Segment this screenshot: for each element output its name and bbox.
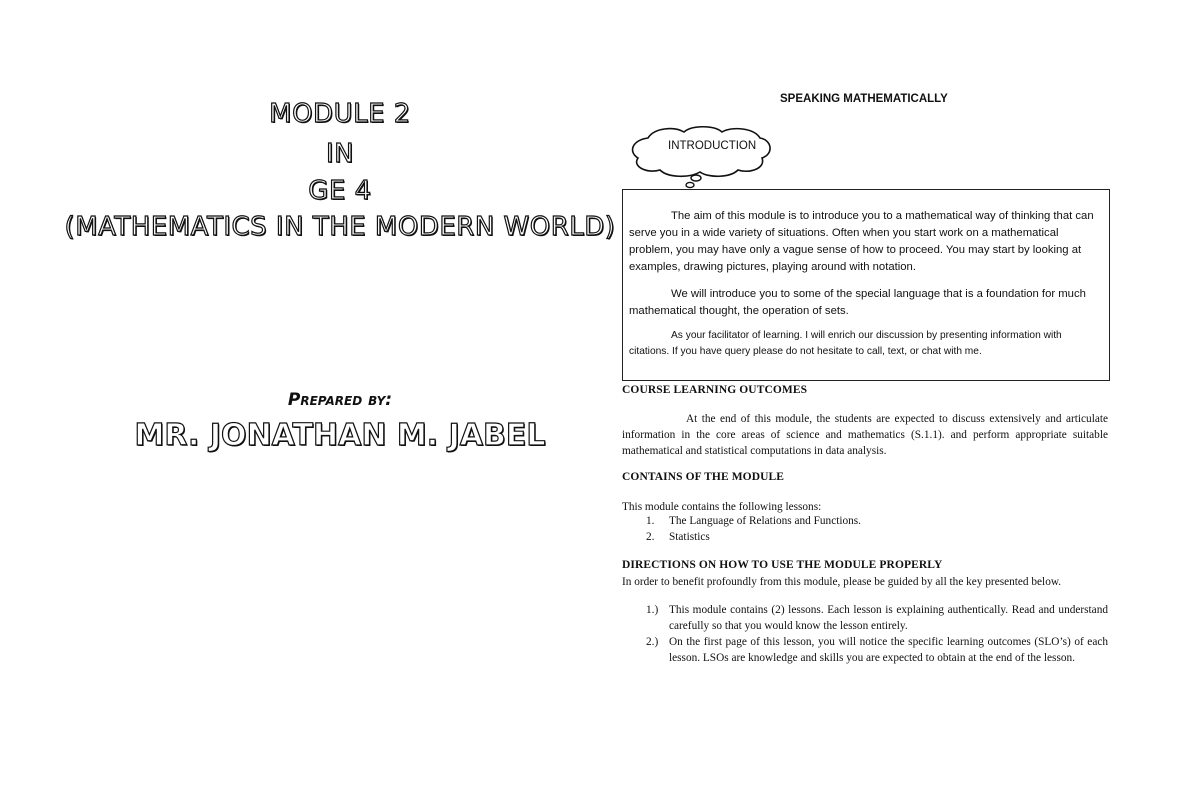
cover-title-line1: MODULE 2 — [269, 99, 411, 129]
introduction-label: INTRODUCTION — [668, 140, 757, 152]
list-item: 2. Statistics — [646, 530, 710, 543]
thought-cloud-icon — [626, 124, 776, 190]
contents-heading: CONTAINS OF THE MODULE — [622, 471, 785, 483]
intro-paragraph-3: As your facilitator of learning. I will enrich our discussion by presenting information with citations. If you have query please do not hesitate to call, text, or chat with me. — [629, 330, 1062, 357]
introduction-box — [622, 189, 1110, 381]
list-item: 1.) This module contains (2) lessons. Each lesson is explaining authentically. Read and understand carefully so that you would know the lesson entirely. — [646, 604, 1108, 632]
page-title: SPEAKING MATHEMATICALLY — [780, 93, 948, 105]
list-item: 1. The Language of Relations and Functions. — [646, 515, 862, 527]
contents-intro: This module contains the following lessons: — [622, 501, 822, 513]
intro-paragraph-2: We will introduce you to some of the special language that is a foundation for much mathematical thought, the operation of sets. — [629, 288, 1086, 317]
lesson-list — [646, 514, 1108, 545]
prepared-by-label: Prepared by: — [287, 390, 393, 410]
intro-paragraph-1: The aim of this module is to introduce you to a mathematical way of thinking that can serve you in a wide variety of situations. Often when you start work on a mathematical problem, you may have only a vague sense of how to proceed. You may start by looking at examples, drawing pictures, playing around with notation. — [629, 210, 1094, 273]
cover-title-line4: (MATHEMATICS IN THE MODERN WORLD) — [64, 212, 616, 242]
cover-title-line2: IN — [325, 139, 355, 169]
clo-text: At the end of this module, the students are expected to discuss extensively and articulate information in the core areas of science and mathematics (S.1.1). and perform appropriate suitable mathematical and statistical computations in data analysis. — [622, 413, 1108, 457]
directions-heading: DIRECTIONS ON HOW TO USE THE MODULE PROPERLY — [622, 559, 943, 571]
directions-intro: In order to benefit profoundly from this module, please be guided by all the key presented below. — [622, 576, 1062, 588]
directions-list — [646, 603, 1108, 666]
list-item: 2.) On the first page of this lesson, you will notice the specific learning outcomes (SLO’s) of each lesson. LSOs are knowledge and skills you are expected to obtain at the end of the lesson. — [646, 636, 1108, 664]
cover-title-line3: GE 4 — [308, 176, 372, 206]
author-name: MR. JONATHAN M. JABEL — [134, 418, 546, 453]
clo-heading: COURSE LEARNING OUTCOMES — [622, 384, 808, 396]
